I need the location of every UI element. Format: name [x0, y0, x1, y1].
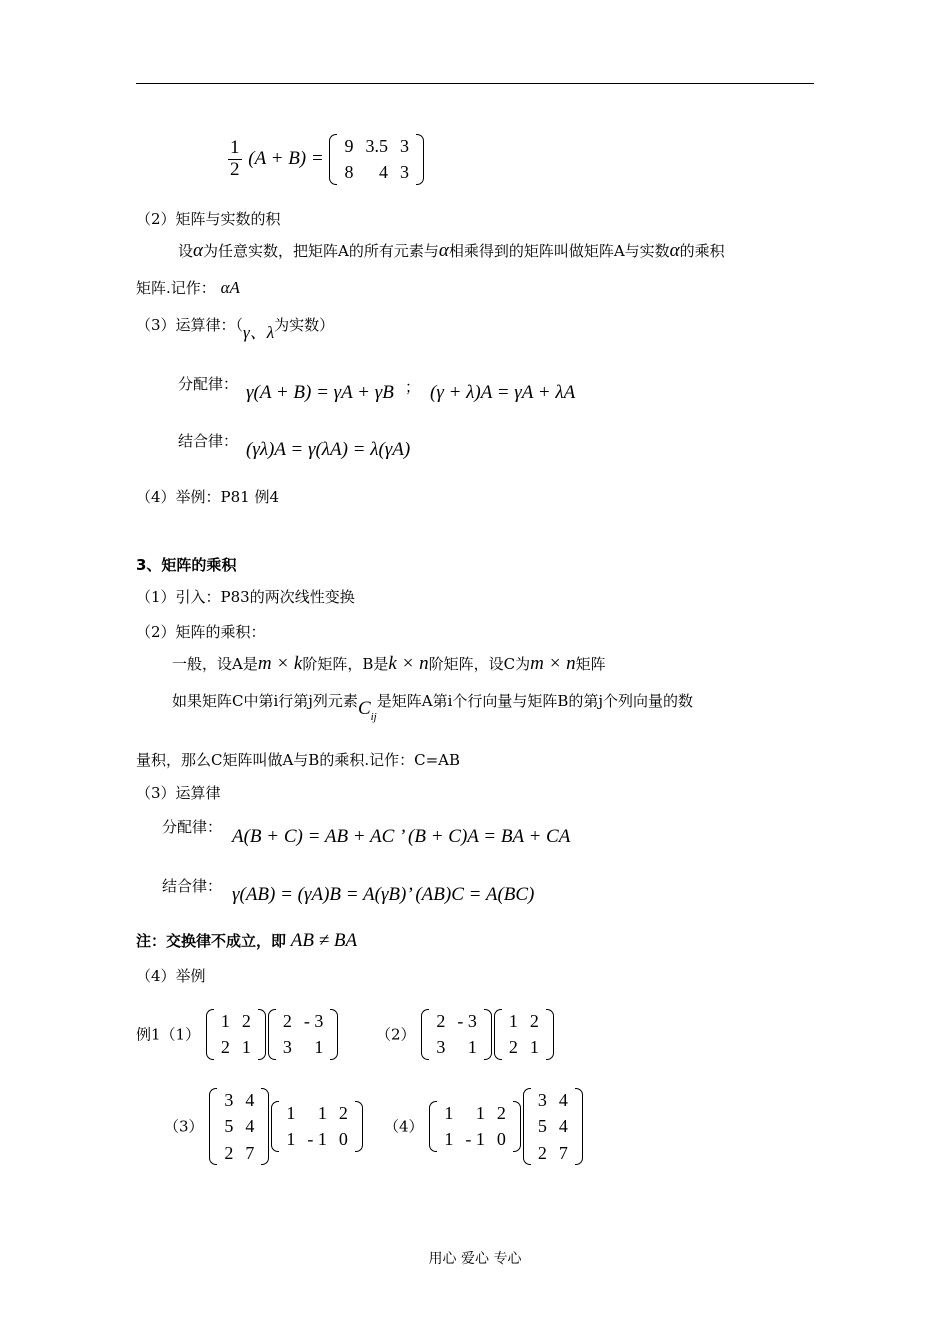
sec3-dist-eq2: (γ + λ)A = γA + λA [430, 382, 576, 403]
matrix-row [532, 1087, 574, 1113]
matrix-row [438, 1100, 512, 1126]
matrix-cell: 2 [537, 1142, 547, 1163]
part3-intro: （1）引入：P83的两次线性变换 [136, 588, 355, 606]
matrix-table [532, 1087, 574, 1166]
example-row-2b [384, 1087, 584, 1166]
sec3-dist-eq1: γ(A + B) = γA + γB [246, 382, 394, 403]
sec3-assoc-eq: (γλ)A = γ(λA) = λ(γA) [246, 439, 411, 460]
example-2-label: （2） [376, 1025, 416, 1044]
example-row-2 [164, 1087, 364, 1166]
matrix-row [280, 1100, 354, 1126]
def-text-b: 阶矩阵，B是 [302, 655, 389, 673]
sec2-line1 [178, 240, 725, 263]
matrix-cell: 1 [508, 1011, 518, 1031]
matrix-cell: - 3 [457, 1011, 477, 1031]
half-sum-expr: (A + B) = [248, 147, 324, 169]
matrix [429, 1100, 521, 1153]
matrix-cell: 3 [436, 1037, 446, 1058]
matrix-cell: 1 [444, 1103, 454, 1124]
matrix-row [215, 1034, 257, 1060]
matrix-row [277, 1008, 330, 1034]
matrix-table [277, 1008, 330, 1061]
sec3-sep: ； [405, 378, 421, 396]
sec2-heading: （2）矩阵与实数的积 [136, 210, 281, 228]
cij-symbol [357, 698, 377, 723]
def-text-c: 阶矩阵，设C为 [428, 655, 531, 673]
matrix [268, 1008, 339, 1061]
matrix-table [430, 1008, 483, 1061]
matrix-table [215, 1008, 257, 1061]
matrix [523, 1087, 583, 1166]
matrix-cell: 3 [537, 1090, 547, 1110]
mn-expr: m × n [530, 653, 576, 674]
cij-c: C [357, 698, 371, 719]
matrix-cell: 5 [537, 1116, 547, 1137]
example-4-label: （4） [384, 1117, 424, 1136]
part3-laws: （3）运算律 [136, 784, 221, 802]
matrix-cell: 5 [224, 1116, 234, 1137]
sec2-text-b: 为任意实数，把矩阵A的所有元素与 [203, 242, 439, 260]
matrix-cell: 1 [467, 1037, 477, 1058]
matrix [421, 1008, 492, 1061]
def-text-a: 一般，设A是 [172, 655, 258, 673]
matrix-row [218, 1113, 260, 1139]
matrix-table [438, 1100, 512, 1153]
page-footer: 用心 爱心 专心 [428, 1251, 522, 1267]
matrix-cell: 3 [399, 162, 409, 183]
part3-assoc-eq: γ(AB) = (γA)B = A(γB)’ (AB)C = A(BC) [232, 884, 535, 905]
sec2-line2-text: 矩阵.记作： [136, 279, 216, 297]
part3-dist-eq: A(B + C) = AB + AC ’ (B + C)A = BA + CA [232, 826, 571, 847]
alpha-symbol: α [193, 240, 203, 261]
matrix-cell: 2 [508, 1037, 518, 1058]
matrix-cell: - 1 [465, 1129, 485, 1150]
matrix [494, 1008, 554, 1061]
matrix [271, 1100, 363, 1153]
matrix-cell: 1 [475, 1103, 485, 1124]
matrix-row [503, 1008, 545, 1034]
matrix-row [438, 1126, 512, 1152]
sec3-heading [136, 315, 335, 342]
part3-dist-label: 分配律： [162, 818, 223, 836]
sec2-text-a: 设 [178, 242, 194, 260]
matrix-cell: 1 [444, 1129, 454, 1150]
matrix-cell: 1 [529, 1037, 539, 1058]
matrix-cell: 4 [558, 1090, 568, 1110]
sec3-dist-label: 分配律： [178, 375, 239, 393]
fraction-numerator: 1 [230, 136, 240, 158]
part3-def-heading: （2）矩阵的乘积： [136, 623, 266, 641]
mk-expr: m × k [257, 653, 303, 674]
matrix-cell: 1 [286, 1129, 296, 1150]
kn-expr: k × n [388, 653, 429, 674]
matrix-row [280, 1126, 354, 1152]
matrix-cell: 4 [245, 1090, 255, 1110]
matrix-cell: - 3 [303, 1011, 324, 1031]
half-sum-equation [228, 133, 425, 186]
matrix-cell: 0 [338, 1129, 348, 1150]
matrix-table [218, 1087, 260, 1166]
alpha-symbol: α [438, 240, 449, 261]
matrix-table [280, 1100, 354, 1153]
matrix-cell: 3 [224, 1090, 234, 1110]
matrix-cell: 7 [558, 1142, 568, 1163]
matrix-row [532, 1113, 574, 1139]
def-text-d: 矩阵 [575, 655, 606, 673]
alpha-symbol: α [669, 240, 680, 261]
matrix-cell: 4 [558, 1116, 568, 1137]
note-eq: AB ≠ BA [290, 930, 358, 951]
fraction [228, 138, 242, 181]
elem-text-a: 如果矩阵C中第i行第j列元素 [172, 692, 358, 710]
matrix-row [430, 1034, 483, 1060]
matrix-cell: 9 [344, 136, 354, 156]
matrix-cell: 1 [314, 1037, 324, 1058]
matrix-cell: 4 [378, 162, 388, 183]
cij-sub: ij [370, 711, 377, 723]
matrix-cell: 2 [220, 1037, 230, 1058]
matrix-row [218, 1087, 260, 1113]
elem-text-b: 是矩阵A第i个行向量与矩阵B的第j个列向量的数 [376, 692, 694, 710]
matrix-cell: 8 [344, 162, 354, 183]
example-row-1b [376, 1008, 555, 1061]
matrix-row [338, 133, 415, 159]
part3-examples: （4）举例 [136, 967, 206, 985]
matrix-cell: 2 [282, 1011, 292, 1031]
matrix-row [338, 159, 415, 185]
fraction-denominator: 2 [230, 158, 240, 180]
part3-product-line: 量积，那么C矩阵叫做A与B的乘积.记作：C=AB [136, 751, 461, 769]
sec2-text-d: 的乘积 [679, 242, 725, 260]
matrix-cell: 0 [496, 1129, 506, 1150]
matrix-cell: 1 [220, 1011, 230, 1031]
sec4-text: （4）举例：P81 例4 [136, 488, 280, 506]
example-1-label: 例1（1） [136, 1025, 201, 1044]
sec3-heading-end: 为实数） [274, 316, 335, 334]
part3-note [136, 930, 357, 953]
matrix-row [215, 1008, 257, 1034]
matrix-cell: 2 [496, 1103, 506, 1124]
matrix-table [338, 133, 415, 186]
matrix [206, 1008, 266, 1061]
matrix [329, 133, 424, 186]
note-label: 注：交换律不成立，即 [136, 932, 287, 950]
matrix-row [218, 1140, 260, 1166]
part3-title: 3、矩阵的乘积 [136, 556, 237, 574]
matrix-row [532, 1140, 574, 1166]
matrix-cell: 1 [241, 1037, 251, 1058]
matrix-row [503, 1034, 545, 1060]
matrix-cell: 2 [241, 1011, 251, 1031]
header-rule [136, 83, 814, 84]
matrix-row [277, 1034, 330, 1060]
sec2-text-c: 相乘得到的矩阵叫做矩阵A与实数 [448, 242, 670, 260]
part3-assoc-label: 结合律： [162, 877, 223, 895]
matrix-cell: 1 [317, 1103, 327, 1124]
example-3-label: （3） [164, 1117, 204, 1136]
example-row-1 [136, 1008, 339, 1061]
matrix-cell: 3.5 [365, 136, 388, 156]
gamma-lambda: γ、λ [243, 323, 275, 342]
sec3-heading-text: （3）运算律：（ [136, 316, 244, 334]
matrix-cell: 3 [282, 1037, 292, 1058]
matrix-table [503, 1008, 545, 1061]
part3-element-line [172, 690, 694, 723]
sec2-line2 [136, 278, 240, 298]
part3-def-line [172, 653, 606, 676]
matrix-cell: 2 [338, 1103, 348, 1124]
matrix-cell: 2 [529, 1011, 539, 1031]
matrix-cell: - 1 [307, 1129, 327, 1150]
matrix-cell: 2 [436, 1011, 446, 1031]
matrix-cell: 1 [286, 1103, 296, 1124]
matrix-cell: 2 [224, 1142, 234, 1163]
matrix-cell: 4 [245, 1116, 255, 1137]
sec3-assoc-label: 结合律： [178, 432, 239, 450]
matrix-cell: 7 [245, 1142, 255, 1163]
matrix [209, 1087, 269, 1166]
matrix-cell: 3 [399, 136, 409, 156]
matrix-row [430, 1008, 483, 1034]
alpha-a-expr: αA [220, 278, 240, 297]
